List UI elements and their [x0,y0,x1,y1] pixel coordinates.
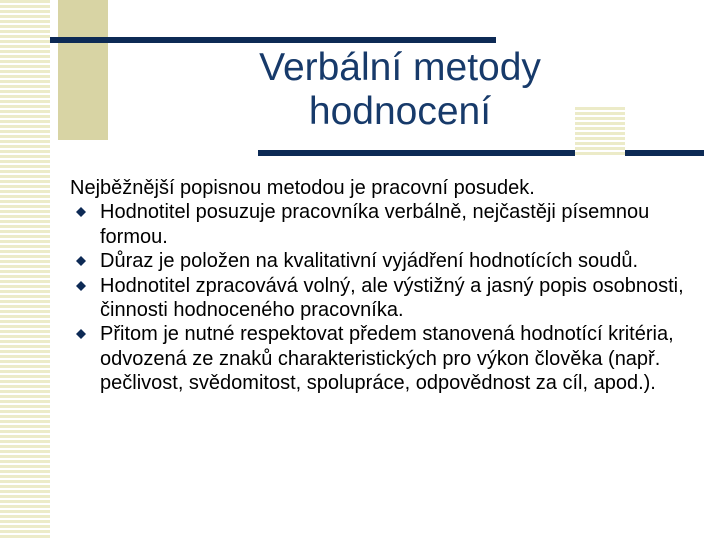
intro-text: Nejběžnější popisnou metodou je pracovní posudek. [70,177,535,199]
list-item [70,200,710,249]
list-item [70,322,710,395]
diamond-bullet-icon [76,207,86,217]
diamond-bullet-icon [76,281,86,291]
list-item-text: Důraz je položen na kvalitativní vyjádření hodnotících soudů. [100,250,639,273]
decorative-accent-block [58,0,108,140]
diamond-bullet-icon [76,329,86,339]
list-item-text: Přitom je nutné respektovat předem stanovená hodnotící kritéria, odvozená ze znaků charakteristických pro výkon člověka (např. pečlivost, svědomitost, spolupráce, odpovědnost za cíl, apod.). [100,323,674,395]
list-item [70,274,710,323]
decorative-stripe-bar [0,0,50,540]
list-item-text: Hodnotitel posuzuje pracovníka verbálně, nejčastěji písemnou formou. [100,201,650,248]
list-item [70,249,710,273]
bullet-list [70,200,710,395]
title-rule-bottom [258,150,704,156]
list-item-text: Hodnotitel zpracovává volný, ale výstižný a jasný popis osobnosti, činnosti hodnoceného pracovníka. [100,274,684,322]
slide-title: Verbální metody hodnocení [259,46,541,133]
slide-body [70,176,710,396]
diamond-bullet-icon [76,256,86,266]
title-rule-top [50,37,496,43]
